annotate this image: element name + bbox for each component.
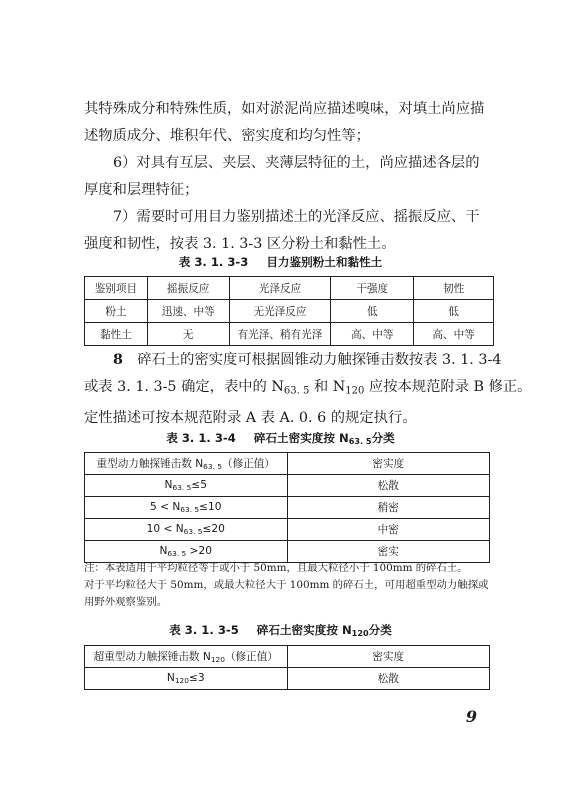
header-text: 重型动力触探锤击数 N bbox=[96, 458, 204, 470]
table-cell: 低 bbox=[331, 300, 414, 323]
table-header-cell bbox=[85, 646, 288, 668]
table-header-row bbox=[85, 277, 494, 300]
note-line: 注：本表适用于平均粒径等于或小于 50mm，且最大粒径小于 100mm 的碎石土。 bbox=[84, 562, 468, 574]
caption-number: 表 3. 1. 3-4 bbox=[166, 431, 236, 445]
table-cell: 低 bbox=[414, 300, 494, 323]
table-gravel-density-n120 bbox=[84, 645, 490, 690]
table-cell: 有光泽、稍有光泽 bbox=[229, 323, 331, 346]
table-gravel-density-n635 bbox=[84, 452, 490, 563]
table-header-cell: 干强度 bbox=[331, 277, 414, 300]
table-row bbox=[85, 668, 490, 690]
text-span: 应按本规范附录 B 修正。 bbox=[364, 379, 532, 395]
note-line: 对于平均粒径大于 50mm，或最大粒径大于 100mm 的碎石土，可用超重型动力触探或 bbox=[84, 579, 489, 591]
header-text: （修正值） bbox=[222, 458, 275, 470]
table-cell: 黏性土 bbox=[85, 323, 148, 346]
table-header-cell: 摇振反应 bbox=[147, 277, 229, 300]
table-header-cell: 韧性 bbox=[414, 277, 494, 300]
table-cell: 高、中等 bbox=[414, 323, 494, 346]
header-text: 超重型动力触探锤击数 N bbox=[93, 651, 211, 663]
cell-text: 5 < N bbox=[150, 501, 181, 514]
caption-number: 表 3. 1. 3-5 bbox=[169, 623, 239, 637]
table-cell: 松散 bbox=[287, 475, 489, 497]
table-cell: 无 bbox=[147, 323, 229, 346]
subscript: 63. 5 bbox=[348, 436, 372, 447]
text-span: 碎石土的密实度可根据圆锥动力触探锤击数按表 3. 1. 3-4 bbox=[137, 352, 502, 368]
table-cell: 粉土 bbox=[85, 300, 148, 323]
table-header-row bbox=[85, 453, 490, 475]
subscript: 120 bbox=[210, 654, 225, 664]
table-cell: 无光泽反应 bbox=[229, 300, 331, 323]
subscript: 63. 5 bbox=[183, 526, 203, 536]
table-cell: 中密 bbox=[287, 519, 489, 541]
table-cell bbox=[85, 497, 288, 519]
table-silt-clay-identification bbox=[84, 276, 494, 346]
paragraph-item-6 bbox=[84, 150, 494, 177]
table-cell: 迅速、中等 bbox=[147, 300, 229, 323]
text-line: 强度和韧性，按表 3. 1. 3-3 区分粉土和黏性土。 bbox=[84, 236, 396, 252]
table-header-cell: 光泽反应 bbox=[229, 277, 331, 300]
caption-tail: 分类 bbox=[371, 431, 395, 445]
subscript: 63. 5 bbox=[180, 504, 200, 514]
table-cell bbox=[85, 475, 288, 497]
cell-text: ≤5 bbox=[191, 479, 207, 492]
table-cell: 稍密 bbox=[287, 497, 489, 519]
table-header-row bbox=[85, 646, 490, 668]
table-caption bbox=[0, 430, 561, 446]
table-note bbox=[84, 560, 494, 611]
table-row bbox=[85, 323, 494, 346]
table-row bbox=[85, 475, 490, 497]
caption-title: 目力鉴别粉土和黏性土 bbox=[266, 255, 383, 269]
text-line bbox=[84, 347, 502, 374]
text-line: 厚度和层理特征； bbox=[84, 182, 199, 198]
table-header-cell: 密实度 bbox=[287, 646, 489, 668]
table-header-cell bbox=[85, 453, 288, 475]
cell-text: N bbox=[159, 545, 168, 558]
paragraph-special-properties bbox=[84, 96, 494, 150]
table-header-cell: 鉴别项目 bbox=[85, 277, 148, 300]
paragraph-item-8-cont bbox=[84, 374, 532, 432]
table-cell bbox=[85, 519, 288, 541]
text-line: 定性描述可按本规范附录 A 表 A. 0. 6 的规定执行。 bbox=[84, 409, 417, 426]
subscript: 63. 5 bbox=[172, 482, 192, 492]
page-number: 9 bbox=[465, 707, 477, 726]
text-line: 其特殊成分和特殊性质，如对淤泥尚应描述嗅味，对填土尚应描 bbox=[84, 101, 485, 117]
table-cell: 密实 bbox=[287, 541, 489, 563]
subscript: 63. 5 bbox=[203, 461, 223, 471]
table-cell bbox=[85, 668, 288, 690]
caption-title: 碎石土密实度按 N bbox=[256, 623, 352, 637]
table-cell: 高、中等 bbox=[331, 323, 414, 346]
cell-text: N bbox=[164, 479, 173, 492]
subscript: 120 bbox=[174, 675, 189, 685]
caption-number: 表 3. 1. 3-3 bbox=[178, 255, 249, 269]
table-row bbox=[85, 519, 490, 541]
paragraph-item-7 bbox=[84, 204, 494, 231]
subscript: 120 bbox=[345, 385, 365, 397]
text-line: 述物质成分、堆积年代、密实度和均匀性等； bbox=[84, 128, 370, 144]
text-line bbox=[84, 374, 532, 405]
subscript: 63. 5 bbox=[283, 385, 310, 397]
table-cell: 松散 bbox=[287, 668, 489, 690]
subscript: 120 bbox=[351, 628, 369, 639]
table-row bbox=[85, 300, 494, 323]
cell-text: 10 < N bbox=[146, 523, 184, 536]
note-line: 用野外观察鉴别。 bbox=[84, 596, 168, 608]
caption-tail: 分类 bbox=[368, 623, 392, 637]
caption-title: 碎石土密实度按 N bbox=[253, 431, 349, 445]
paragraph-item-6-cont bbox=[84, 177, 494, 204]
table-caption bbox=[0, 622, 561, 638]
table-caption bbox=[0, 254, 561, 270]
table-header-cell: 密实度 bbox=[287, 453, 489, 475]
subscript: 63. 5 bbox=[167, 548, 187, 558]
text-span: 或表 3. 1. 3-5 确定，表中的 N bbox=[84, 379, 284, 395]
text-line: 7）需要时可用目力鉴别描述土的光泽反应、摇振反应、干 bbox=[113, 209, 480, 225]
item-number: 8 bbox=[113, 352, 123, 368]
cell-text: ≤10 bbox=[199, 501, 222, 514]
text-line: 6）对具有互层、夹层、夹薄层特征的土，尚应描述各层的 bbox=[113, 155, 480, 171]
cell-text: ≤20 bbox=[202, 523, 225, 536]
table-row bbox=[85, 497, 490, 519]
cell-text: >20 bbox=[186, 545, 213, 558]
header-text: （修正值） bbox=[224, 651, 278, 663]
cell-text: ≤3 bbox=[188, 672, 205, 685]
paragraph-item-8 bbox=[84, 347, 502, 374]
text-span: 和 N bbox=[309, 379, 346, 395]
cell-text: N bbox=[166, 672, 175, 685]
